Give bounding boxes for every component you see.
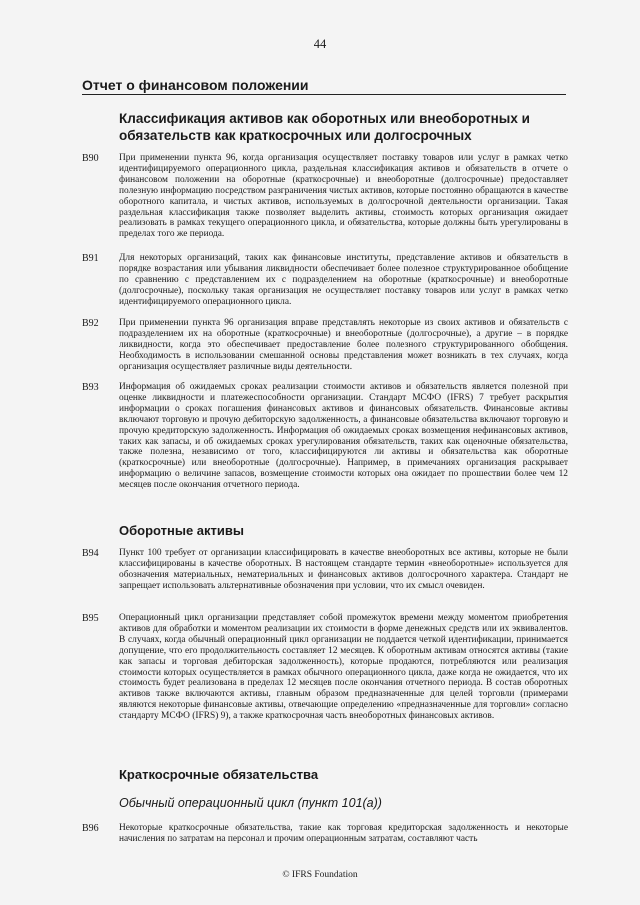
paragraph-number: B91 <box>82 253 99 264</box>
page-number: 44 <box>313 37 327 51</box>
paragraph-text: При применении пункта 96, когда организация осуществляет поставку товаров или услуг в рамках четко идентифицируемого операционного цикла, раздельная классификация активов и обязательств в отчете о финансовом положении на оборотные (краткосрочные) и внеоборотные (долгосрочные) предоставляет полезную информацию посредством разграничения чистых активов, которые постоянно обращаются в качестве оборотного капитала, и чистых активов, используемых в долгосрочной деятельности организации. Такая раздельная классификация также позволяет выделить активы, стоимость которых организация ожидает реализовать в рамках текущего операционного цикла, и обязательства, которые должны быть урегулированы в пределах того же периода. <box>119 153 568 240</box>
paragraph-text: Для некоторых организаций, таких как финансовые институты, представление активов и обязательств в порядке возрастания или убывания ликвидности обеспечивает более полезное структурированное обобщение по сравнению с представлением их с подразделением на оборотные (краткосрочные) и внеоборотные (долгосрочные), поскольку такая организация не осуществляет поставку товаров или услуг в рамках четко идентифицируемого операционного цикла. <box>119 253 568 307</box>
paragraph-number: B95 <box>82 613 99 624</box>
paragraph-text: Пункт 100 требует от организации классифицировать в качестве внеоборотных все активы, которые не были классифицированы в качестве оборотных. В настоящем стандарте термин «внеоборотные» используется для обозначения материальных, нематериальных и финансовых активов долгосрочного характера. Стандарт не запрещает использовать альтернативные обозначения при условии, что их смысл очевиден. <box>119 548 568 591</box>
section-heading: Отчет о финансовом положении <box>82 77 566 95</box>
main-heading: Классификация активов как оборотных или внеоборотных и обязательств как краткосрочных или долгосрочных <box>119 111 530 143</box>
paragraph-text: Информация об ожидаемых сроках реализации стоимости активов и обязательств является полезной при оценке ликвидности и платежеспособности организации. Стандарт МСФО (IFRS) 7 требует раскрытия информации о сроках погашения финансовых активов и финансовых обязательств. Финансовые активы включают торговую и прочую дебиторскую задолженность, а финансовые обязательства включают торговую и прочую кредиторскую задолженность. Информация об ожидаемых сроках возмещения нефинансовых активов, таких как запасы, и об ожидаемых сроках урегулирования обязательств, таких как оценочные обязательства, также полезна, независимо от того, классифицируются ли активы и обязательства как оборотные (краткосрочные) или внеоборотные (долгосрочные). Например, в примечаниях организация раскрывает информацию о величине запасов, возмещение стоимости которых она ожидает по прошествии более чем 12 месяцев после окончания отчетного периода. <box>119 382 568 491</box>
paragraph-number: B94 <box>82 548 99 559</box>
paragraph-number: B90 <box>82 153 99 164</box>
footer-copyright: © IFRS Foundation <box>282 870 358 880</box>
paragraph-number: B96 <box>82 823 99 834</box>
paragraph-number: B92 <box>82 318 99 329</box>
subheading-current-liabilities: Краткосрочные обязательства <box>119 767 319 782</box>
paragraph-text: Операционный цикл организации представляет собой промежуток времени между моментом приобретения активов для обработки и моментом реализации их стоимости в форме денежных средств или их эквивалентов. В случаях, когда обычный операционный цикл организации не поддается четкой идентификации, принимается допущение, что его продолжительность составляет 12 месяцев. К оборотным активам относятся активы (такие как запасы и торговая дебиторская задолженность), которые продаются, потребляются или реализация стоимости которых осуществляется в рамках обычного операционного цикла, даже когда не ожидается, что их стоимость будет реализована в пределах 12 месяцев после окончания отчетного периода. В состав оборотных активов также включаются активы, главным образом предназначенные для целей торговли (примерами являются некоторые финансовые активы, отвечающие определению «предназначенные для торговли» согласно стандарту МСФО (IFRS) 9), а также краткосрочная часть внеоборотных финансовых активов. <box>119 613 568 722</box>
subheading-operating-cycle: Обычный операционный цикл (пункт 101(a)) <box>119 796 382 810</box>
paragraph-text: Некоторые краткосрочные обязательства, такие как торговая кредиторская задолженность и некоторые начисления по затратам на персонал и прочим операционным затратам, составляют часть <box>119 823 568 844</box>
paragraph-text: При применении пункта 96 организация вправе представлять некоторые из своих активов и обязательств с подразделением их на оборотные (краткосрочные) и внеоборотные (долгосрочные), а другие – в порядке ликвидности, когда это обеспечивает предоставление более полезного структурированного обобщения. Необходимость в использовании смешанной основы представления может возникать в тех случаях, когда организация осуществляет различные виды деятельности. <box>119 318 568 372</box>
paragraph-number: B93 <box>82 382 99 393</box>
subheading-current-assets: Оборотные активы <box>119 523 244 538</box>
